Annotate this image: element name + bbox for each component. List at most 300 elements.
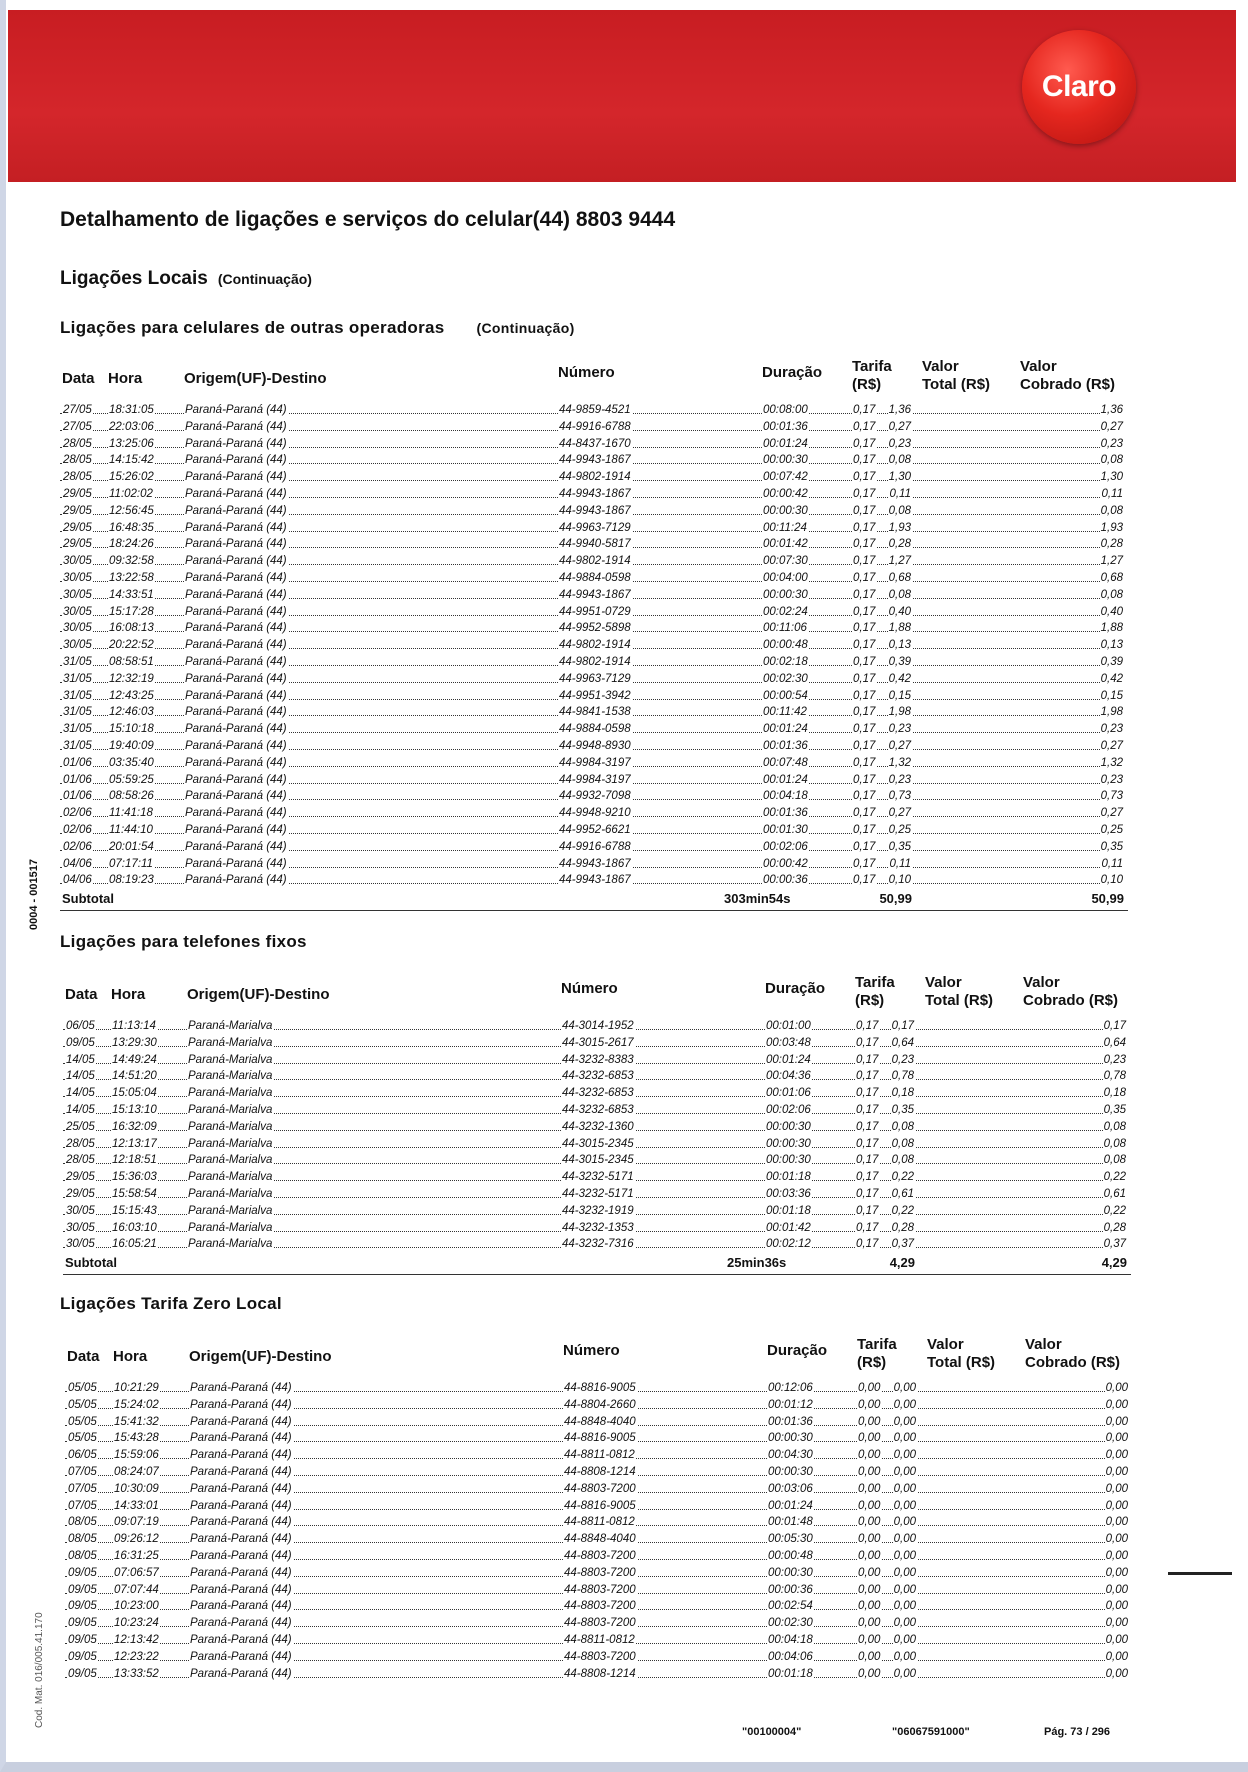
cell-hora: 18:24:26 <box>109 538 154 551</box>
cell-hora: 15:15:43 <box>112 1204 157 1217</box>
cell-valor-total: 0,00 <box>893 1398 916 1411</box>
cell-valor-total: 0,27 <box>888 420 911 433</box>
cell-tarifa: 0,17 <box>853 807 876 820</box>
table-row <box>63 1052 1131 1069</box>
subtotal-row <box>60 889 1128 909</box>
cell-valor-cobrado: 0,22 <box>1103 1204 1126 1217</box>
cell-tarifa: 0,00 <box>858 1533 881 1546</box>
cell-data: 29/05 <box>63 487 92 500</box>
table-row <box>63 1236 1131 1253</box>
cell-valor-total: 0,40 <box>888 605 911 618</box>
cell-data: 02/06 <box>63 840 92 853</box>
cell-data: 09/05 <box>68 1600 97 1613</box>
cell-numero: 44-9963-7129 <box>559 672 631 685</box>
table-row <box>65 1666 1133 1683</box>
cell-numero: 44-9859-4521 <box>559 404 631 416</box>
cell-hora: 15:26:02 <box>109 471 154 484</box>
cell-hora: 11:44:10 <box>109 823 153 836</box>
cell-duracao: 00:01:18 <box>766 1204 811 1217</box>
cell-tarifa: 0,17 <box>853 588 876 601</box>
cell-data: 02/06 <box>63 823 92 836</box>
cell-valor-total: 0,15 <box>888 689 911 702</box>
cell-valor-total: 0,00 <box>893 1432 916 1445</box>
cell-hora: 12:18:51 <box>112 1154 157 1167</box>
cell-data: 07/05 <box>68 1499 97 1512</box>
cell-hora: 08:58:51 <box>109 655 154 668</box>
table-row <box>60 553 1128 570</box>
cell-valor-total: 0,00 <box>893 1583 916 1596</box>
cell-origem: Paraná-Paraná (44) <box>190 1633 292 1646</box>
subsection-note: (Continuação) <box>476 320 575 336</box>
col-valor-cobrado-unit: Cobrado (R$) <box>1025 1354 1120 1371</box>
cell-tarifa: 0,17 <box>853 521 876 534</box>
cell-duracao: 00:03:48 <box>766 1036 811 1049</box>
subtotal-valor-cobrado: 50,99 <box>1091 891 1124 907</box>
cell-hora: 10:23:00 <box>114 1600 159 1613</box>
cell-hora: 09:26:12 <box>114 1533 159 1546</box>
cell-origem: Paraná-Paraná (44) <box>185 823 287 836</box>
col-data: Data <box>65 986 98 1003</box>
cell-duracao: 00:04:18 <box>763 790 808 803</box>
table-row <box>65 1397 1133 1414</box>
cell-duracao: 00:02:30 <box>768 1617 813 1630</box>
cell-valor-cobrado: 0,00 <box>1105 1583 1128 1596</box>
cell-duracao: 00:00:42 <box>763 857 808 870</box>
col-data: Data <box>62 370 95 387</box>
cell-hora: 15:36:03 <box>112 1171 157 1184</box>
cell-hora: 08:19:23 <box>109 874 154 887</box>
cell-valor-cobrado: 0,11 <box>1101 487 1123 500</box>
cell-data: 25/05 <box>66 1120 95 1133</box>
cell-data: 29/05 <box>66 1171 95 1184</box>
cell-tarifa: 0,17 <box>853 756 876 769</box>
cell-duracao: 00:02:06 <box>763 840 808 853</box>
cell-data: 31/05 <box>63 672 92 685</box>
cell-duracao: 00:00:30 <box>763 588 808 601</box>
cell-origem: Paraná-Paraná (44) <box>190 1583 292 1596</box>
footer-code-1: "00100004" <box>742 1726 802 1738</box>
table-row <box>63 1018 1131 1035</box>
cell-tarifa: 0,17 <box>856 1087 879 1100</box>
cell-data: 05/05 <box>68 1415 97 1428</box>
cell-valor-total: 1,88 <box>888 622 911 635</box>
cell-valor-cobrado: 0,23 <box>1100 723 1123 736</box>
cell-origem: Paraná-Paraná (44) <box>185 437 287 450</box>
cell-duracao: 00:01:12 <box>768 1398 813 1411</box>
cell-data: 30/05 <box>63 555 92 568</box>
table-tarifa-zero <box>65 1336 1133 1682</box>
cell-duracao: 00:03:36 <box>766 1187 811 1200</box>
col-tarifa: Tarifa <box>857 1336 897 1353</box>
cell-numero: 44-9884-0598 <box>559 571 631 584</box>
cell-tarifa: 0,00 <box>858 1516 881 1529</box>
cell-numero: 44-8803-7200 <box>564 1617 636 1630</box>
cell-valor-cobrado: 0,00 <box>1105 1667 1128 1680</box>
cell-valor-total: 0,11 <box>889 487 911 500</box>
cell-valor-cobrado: 0,27 <box>1100 739 1123 752</box>
cell-tarifa: 0,17 <box>856 1154 879 1167</box>
table-row <box>65 1464 1133 1481</box>
cell-numero: 44-3232-6853 <box>562 1103 634 1116</box>
table-row <box>60 872 1128 889</box>
cell-duracao: 00:00:30 <box>766 1120 811 1133</box>
cell-origem: Paraná-Paraná (44) <box>185 487 287 500</box>
table-row <box>63 1186 1131 1203</box>
col-data: Data <box>67 1348 100 1365</box>
cell-duracao: 00:01:24 <box>763 723 808 736</box>
col-duracao: Duração <box>762 364 823 381</box>
cell-valor-cobrado: 0,78 <box>1103 1070 1126 1083</box>
cell-duracao: 00:02:12 <box>766 1238 811 1251</box>
cell-origem: Paraná-Paraná (44) <box>190 1465 292 1478</box>
cell-valor-total: 0,61 <box>891 1187 914 1200</box>
cell-duracao: 00:02:06 <box>766 1103 811 1116</box>
cell-numero: 44-8811-0812 <box>564 1633 635 1646</box>
cell-valor-total: 0,64 <box>891 1036 914 1049</box>
cell-numero: 44-8816-9005 <box>564 1432 636 1445</box>
col-numero: Número <box>561 980 618 997</box>
cell-valor-cobrado: 0,00 <box>1105 1600 1128 1613</box>
cell-tarifa: 0,17 <box>856 1204 879 1217</box>
cell-data: 09/05 <box>66 1036 95 1049</box>
table-header <box>65 1336 1133 1380</box>
col-valor-total-unit: Total (R$) <box>922 376 991 393</box>
cell-hora: 14:51:20 <box>112 1070 157 1083</box>
cell-origem: Paraná-Marialva <box>188 1137 273 1150</box>
cell-valor-total: 0,42 <box>888 672 911 685</box>
cell-hora: 11:02:02 <box>109 487 153 500</box>
cell-duracao: 00:01:36 <box>763 739 808 752</box>
cell-tarifa: 0,17 <box>853 655 876 668</box>
side-material-code: Cod. Mat. 016/005.41.170 <box>34 1612 45 1728</box>
cell-hora: 15:10:18 <box>109 723 154 736</box>
section-note: (Continuação) <box>217 271 312 287</box>
cell-origem: Paraná-Paraná (44) <box>185 454 287 467</box>
table-row <box>65 1565 1133 1582</box>
cell-hora: 15:58:54 <box>112 1187 157 1200</box>
cell-origem: Paraná-Paraná (44) <box>190 1415 292 1428</box>
cell-duracao: 00:04:18 <box>768 1633 813 1646</box>
cell-tarifa: 0,17 <box>853 689 876 702</box>
cell-duracao: 00:00:30 <box>768 1465 813 1478</box>
table-row <box>60 419 1128 436</box>
cell-numero: 44-8848-4040 <box>564 1415 636 1428</box>
cell-numero: 44-9802-1914 <box>559 471 631 484</box>
table-row <box>65 1514 1133 1531</box>
cell-valor-total: 0,23 <box>891 1053 914 1066</box>
subtotal-label: Subtotal <box>65 1255 117 1271</box>
cell-origem: Paraná-Paraná (44) <box>185 655 287 668</box>
cell-duracao: 00:01:00 <box>766 1020 811 1032</box>
cell-hora: 07:06:57 <box>114 1566 159 1579</box>
cell-valor-cobrado: 0,35 <box>1103 1103 1126 1116</box>
cell-valor-total: 0,68 <box>888 571 911 584</box>
table-row <box>65 1430 1133 1447</box>
cell-origem: Paraná-Paraná (44) <box>185 622 287 635</box>
cell-origem: Paraná-Paraná (44) <box>185 840 287 853</box>
cell-valor-cobrado: 0,08 <box>1103 1154 1126 1167</box>
cell-tarifa: 0,17 <box>856 1103 879 1116</box>
cell-tarifa: 0,00 <box>858 1482 881 1495</box>
col-tarifa-unit: (R$) <box>855 992 885 1009</box>
cell-origem: Paraná-Paraná (44) <box>190 1516 292 1529</box>
table-row <box>65 1414 1133 1431</box>
subsection-title-tarifa-zero <box>60 1294 282 1314</box>
cell-hora: 13:33:52 <box>114 1667 159 1680</box>
cell-duracao: 00:01:06 <box>766 1087 811 1100</box>
cell-tarifa: 0,17 <box>853 672 876 685</box>
cell-duracao: 00:12:06 <box>768 1382 813 1394</box>
cell-data: 28/05 <box>63 471 92 484</box>
cell-data: 01/06 <box>63 773 92 786</box>
cell-origem: Paraná-Paraná (44) <box>185 471 287 484</box>
cell-numero: 44-8803-7200 <box>564 1482 636 1495</box>
cell-valor-total: 0,27 <box>888 739 911 752</box>
cell-data: 09/05 <box>68 1650 97 1663</box>
cell-data: 06/05 <box>68 1449 97 1462</box>
subtotal-valor-total: 50,99 <box>879 891 912 907</box>
cell-numero: 44-9943-1867 <box>559 857 631 870</box>
cell-hora: 12:13:17 <box>112 1137 157 1150</box>
cell-duracao: 00:00:30 <box>768 1432 813 1445</box>
cell-hora: 22:03:06 <box>109 420 154 433</box>
cell-duracao: 00:11:06 <box>763 622 807 635</box>
cell-origem: Paraná-Marialva <box>188 1036 273 1049</box>
cell-duracao: 00:11:24 <box>763 521 807 534</box>
cell-data: 28/05 <box>63 454 92 467</box>
cell-hora: 16:03:10 <box>112 1221 157 1234</box>
cell-hora: 13:22:58 <box>109 571 154 584</box>
cell-origem: Paraná-Paraná (44) <box>185 420 287 433</box>
cell-data: 30/05 <box>63 639 92 652</box>
cell-valor-cobrado: 0,39 <box>1100 655 1123 668</box>
table-row <box>65 1531 1133 1548</box>
cell-duracao: 00:01:24 <box>763 437 808 450</box>
col-valor-cobrado-unit: Cobrado (R$) <box>1020 376 1115 393</box>
cell-hora: 20:22:52 <box>109 639 154 652</box>
cell-hora: 16:48:35 <box>109 521 154 534</box>
table-row <box>60 570 1128 587</box>
cell-origem: Paraná-Paraná (44) <box>190 1549 292 1562</box>
cell-valor-cobrado: 0,00 <box>1105 1533 1128 1546</box>
cell-duracao: 00:01:42 <box>766 1221 811 1234</box>
cell-data: 30/05 <box>66 1221 95 1234</box>
cell-valor-total: 0,00 <box>893 1549 916 1562</box>
table-row <box>60 536 1128 553</box>
table-row <box>60 839 1128 856</box>
cell-duracao: 00:00:30 <box>766 1137 811 1150</box>
cell-tarifa: 0,00 <box>858 1499 881 1512</box>
cell-origem: Paraná-Paraná (44) <box>185 404 287 416</box>
cell-valor-total: 0,00 <box>893 1482 916 1495</box>
cell-data: 27/05 <box>63 404 92 416</box>
cell-hora: 05:59:25 <box>109 773 154 786</box>
table-row <box>60 856 1128 873</box>
table-row <box>63 1169 1131 1186</box>
cell-tarifa: 0,17 <box>856 1137 879 1150</box>
cell-hora: 11:41:18 <box>109 807 153 820</box>
cell-duracao: 00:08:00 <box>763 404 808 416</box>
cell-valor-total: 0,22 <box>891 1171 914 1184</box>
cell-origem: Paraná-Paraná (44) <box>185 857 287 870</box>
cell-tarifa: 0,17 <box>856 1171 879 1184</box>
table-row <box>60 436 1128 453</box>
cell-numero: 44-8808-1214 <box>564 1465 636 1478</box>
col-valor-total: Valor <box>927 1336 964 1353</box>
cell-data: 29/05 <box>66 1187 95 1200</box>
table-row <box>60 469 1128 486</box>
cell-numero: 44-9952-5898 <box>559 622 631 635</box>
cell-numero: 44-9916-6788 <box>559 840 631 853</box>
cell-origem: Paraná-Marialva <box>188 1053 273 1066</box>
cell-valor-cobrado: 0,61 <box>1103 1187 1126 1200</box>
subsection-title-fixos <box>60 932 307 952</box>
cell-numero: 44-8803-7200 <box>564 1600 636 1613</box>
cell-duracao: 00:02:18 <box>763 655 808 668</box>
col-duracao: Duração <box>765 980 826 997</box>
cell-valor-cobrado: 0,00 <box>1105 1432 1128 1445</box>
table-row <box>60 520 1128 537</box>
col-tarifa: Tarifa <box>855 974 895 991</box>
cell-duracao: 00:07:30 <box>763 555 808 568</box>
cell-data: 30/05 <box>63 588 92 601</box>
cell-data: 30/05 <box>66 1238 95 1251</box>
cell-duracao: 00:00:30 <box>763 454 808 467</box>
cell-valor-total: 0,73 <box>888 790 911 803</box>
cell-numero: 44-8803-7200 <box>564 1650 636 1663</box>
table-row <box>60 452 1128 469</box>
cell-valor-cobrado: 0,00 <box>1105 1415 1128 1428</box>
cell-hora: 14:33:51 <box>109 588 154 601</box>
cell-valor-cobrado: 0,68 <box>1100 571 1123 584</box>
cell-data: 05/05 <box>68 1432 97 1445</box>
cell-data: 31/05 <box>63 706 92 719</box>
table-row <box>65 1548 1133 1565</box>
cell-hora: 12:46:03 <box>109 706 154 719</box>
cell-hora: 16:32:09 <box>112 1120 157 1133</box>
cell-tarifa: 0,17 <box>853 555 876 568</box>
cell-duracao: 00:00:30 <box>766 1154 811 1167</box>
cell-origem: Paraná-Paraná (44) <box>185 521 287 534</box>
cell-origem: Paraná-Paraná (44) <box>190 1617 292 1630</box>
cell-valor-cobrado: 0,37 <box>1103 1238 1126 1251</box>
cell-hora: 09:07:19 <box>114 1516 159 1529</box>
margin-mark <box>1168 1572 1232 1575</box>
table-row <box>60 805 1128 822</box>
cell-origem: Paraná-Paraná (44) <box>185 807 287 820</box>
cell-valor-total: 1,36 <box>888 404 911 416</box>
cell-tarifa: 0,17 <box>853 471 876 484</box>
subtotal-row <box>63 1253 1131 1273</box>
cell-tarifa: 0,17 <box>853 739 876 752</box>
cell-hora: 12:13:42 <box>114 1633 159 1646</box>
cell-numero: 44-3015-2617 <box>562 1036 634 1049</box>
cell-duracao: 00:01:24 <box>766 1053 811 1066</box>
cell-valor-cobrado: 0,35 <box>1100 840 1123 853</box>
cell-valor-total: 0,23 <box>888 723 911 736</box>
cell-hora: 19:40:09 <box>109 739 154 752</box>
cell-tarifa: 0,17 <box>853 723 876 736</box>
cell-tarifa: 0,17 <box>853 823 876 836</box>
cell-hora: 12:43:25 <box>109 689 154 702</box>
cell-duracao: 00:00:30 <box>763 504 808 517</box>
cell-numero: 44-8804-2660 <box>564 1398 636 1411</box>
cell-origem: Paraná-Marialva <box>188 1087 273 1100</box>
cell-duracao: 00:00:48 <box>763 639 808 652</box>
cell-tarifa: 0,00 <box>858 1432 881 1445</box>
table-row <box>65 1380 1133 1397</box>
cell-data: 14/05 <box>66 1070 95 1083</box>
cell-valor-total: 0,13 <box>888 639 911 652</box>
cell-data: 09/05 <box>68 1566 97 1579</box>
cell-valor-cobrado: 0,23 <box>1103 1053 1126 1066</box>
subtotal-rule <box>60 909 1128 911</box>
cell-hora: 08:58:26 <box>109 790 154 803</box>
cell-valor-cobrado: 0,22 <box>1103 1171 1126 1184</box>
cell-origem: Paraná-Paraná (44) <box>185 773 287 786</box>
cell-duracao: 00:01:36 <box>763 807 808 820</box>
cell-duracao: 00:01:42 <box>763 538 808 551</box>
cell-hora: 15:24:02 <box>114 1398 159 1411</box>
col-tarifa-unit: (R$) <box>857 1354 887 1371</box>
cell-valor-cobrado: 0,00 <box>1105 1549 1128 1562</box>
cell-valor-total: 0,25 <box>888 823 911 836</box>
cell-tarifa: 0,17 <box>853 773 876 786</box>
page-title: Detalhamento de ligações e serviços do celular(44) 8803 9444 <box>60 208 676 231</box>
col-origem: Origem(UF)-Destino <box>184 370 327 387</box>
cell-data: 28/05 <box>66 1137 95 1150</box>
cell-valor-total: 1,93 <box>888 521 911 534</box>
cell-valor-cobrado: 1,32 <box>1100 756 1123 769</box>
table-row <box>60 721 1128 738</box>
cell-numero: 44-3015-2345 <box>562 1137 634 1150</box>
cell-valor-cobrado: 0,15 <box>1100 689 1123 702</box>
cell-hora: 09:32:58 <box>109 555 154 568</box>
cell-hora: 18:31:05 <box>109 404 154 416</box>
cell-valor-total: 0,08 <box>891 1154 914 1167</box>
cell-numero: 44-9951-0729 <box>559 605 631 618</box>
cell-hora: 10:23:24 <box>114 1617 159 1630</box>
cell-origem: Paraná-Paraná (44) <box>190 1566 292 1579</box>
cell-valor-total: 1,27 <box>888 555 911 568</box>
cell-valor-cobrado: 0,23 <box>1100 437 1123 450</box>
cell-tarifa: 0,17 <box>853 605 876 618</box>
cell-tarifa: 0,17 <box>853 790 876 803</box>
cell-duracao: 00:11:42 <box>763 706 807 719</box>
cell-origem: Paraná-Marialva <box>188 1070 273 1083</box>
cell-numero: 44-3232-7316 <box>562 1238 634 1251</box>
cell-hora: 10:21:29 <box>114 1382 159 1394</box>
cell-valor-cobrado: 0,73 <box>1100 790 1123 803</box>
cell-data: 01/06 <box>63 790 92 803</box>
cell-data: 31/05 <box>63 739 92 752</box>
cell-valor-cobrado: 0,00 <box>1105 1482 1128 1495</box>
cell-valor-total: 0,37 <box>891 1238 914 1251</box>
table-row <box>63 1136 1131 1153</box>
cell-numero: 44-9943-1867 <box>559 874 631 887</box>
cell-numero: 44-3232-6853 <box>562 1087 634 1100</box>
cell-valor-cobrado: 0,23 <box>1100 773 1123 786</box>
cell-valor-total: 0,08 <box>888 588 911 601</box>
cell-hora: 13:29:30 <box>112 1036 157 1049</box>
cell-numero: 44-8816-9005 <box>564 1499 636 1512</box>
cell-numero: 44-9940-5817 <box>559 538 631 551</box>
col-valor-total-unit: Total (R$) <box>927 1354 996 1371</box>
cell-valor-cobrado: 0,11 <box>1101 857 1123 870</box>
table-row <box>63 1085 1131 1102</box>
cell-numero: 44-9951-3942 <box>559 689 631 702</box>
cell-valor-cobrado: 0,08 <box>1100 454 1123 467</box>
